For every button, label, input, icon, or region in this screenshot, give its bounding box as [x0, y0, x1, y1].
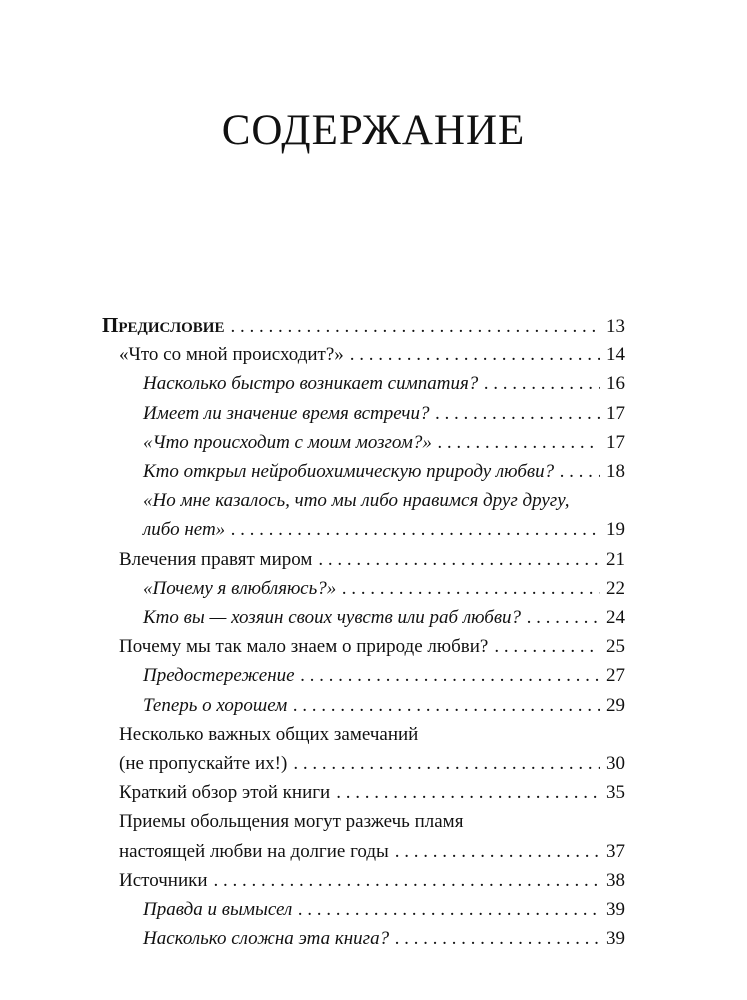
dot-leader: [527, 604, 600, 631]
toc-page-number: 22: [606, 577, 625, 599]
dot-leader: [484, 370, 600, 397]
toc-page-number: 37: [606, 840, 625, 862]
toc-entry[interactable]: [119, 838, 625, 865]
dot-leader: [494, 633, 600, 660]
toc-page-number: 39: [606, 928, 625, 950]
toc-entry-title: Краткий обзор этой книги: [119, 782, 331, 804]
toc-entry-first-line: Приемы обольщения могут разжечь пламя: [119, 811, 464, 833]
toc-entry-title: Почему мы так мало знаем о природе любви?: [119, 636, 489, 658]
toc-page-number: 25: [606, 636, 625, 658]
dot-leader: [435, 400, 600, 427]
toc-page-number: 38: [606, 869, 625, 891]
toc-entry[interactable]: [119, 867, 625, 894]
toc-entry[interactable]: [102, 312, 625, 340]
toc-entry[interactable]: [119, 779, 625, 806]
toc-entry[interactable]: [143, 925, 625, 952]
toc-entry-title: Насколько сложна эта книга?: [143, 928, 390, 950]
toc-entry[interactable]: [143, 516, 625, 543]
toc-entry[interactable]: [143, 662, 625, 689]
toc-entry-title: Кто вы — хозяин своих чувств или раб любви?: [143, 607, 522, 628]
toc-entry-title: (не пропускайте их!): [119, 753, 288, 774]
toc-page-number: 17: [606, 431, 625, 453]
toc-entry[interactable]: [143, 370, 625, 397]
toc-entry[interactable]: [143, 604, 625, 631]
toc-page-number: 16: [606, 373, 625, 395]
toc-entry-title: «Что происходит с моим мозгом?»: [143, 431, 432, 453]
dot-leader: [342, 575, 600, 602]
toc-entry-title: либо нет»: [143, 519, 226, 541]
toc-entry[interactable]: [143, 400, 625, 427]
toc-page-number: 18: [606, 461, 625, 482]
dot-leader: [301, 662, 600, 689]
dot-leader: [214, 867, 600, 894]
toc-entry[interactable]: [143, 429, 625, 456]
dot-leader: [293, 750, 600, 777]
toc-entry-title: Источники: [119, 869, 208, 891]
toc-entry[interactable]: [119, 341, 625, 368]
toc-entry-first-line: «Но мне казалось, что мы либо нравимся друг другу,: [143, 490, 570, 512]
toc-entry[interactable]: [119, 750, 625, 777]
toc-page-number: 21: [606, 548, 625, 570]
dot-leader: [336, 779, 600, 806]
toc-entry[interactable]: [143, 575, 625, 602]
dot-leader: [318, 546, 600, 573]
toc-page-number: 30: [606, 753, 625, 774]
toc-page-number: 24: [606, 607, 625, 628]
toc-entry[interactable]: [143, 896, 625, 923]
toc-entry-title: Влечения правят миром: [119, 548, 313, 570]
toc-page-number: 17: [606, 402, 625, 424]
dot-leader: [560, 458, 600, 485]
toc-entry[interactable]: [143, 692, 625, 719]
dot-leader: [350, 341, 600, 368]
dot-leader: [438, 429, 600, 456]
toc-page-number: 39: [606, 899, 625, 920]
toc-entry-title: «Почему я влюбляюсь?»: [143, 577, 337, 599]
toc-entry-title: Предисловие: [102, 313, 225, 337]
dot-leader: [395, 838, 600, 865]
toc-entry-title: Кто открыл нейробиохимическую природу любви?: [143, 461, 555, 482]
toc-page-number: 19: [606, 519, 625, 541]
toc-entry-title: Предостережение: [143, 665, 295, 687]
toc-page-number: 13: [606, 316, 625, 337]
toc-page-number: 35: [606, 782, 625, 804]
dot-leader: [230, 313, 600, 340]
toc-page-number: 14: [606, 344, 625, 366]
toc-entry[interactable]: [119, 546, 625, 573]
toc-page-number: 27: [606, 665, 625, 687]
page-title: СОДЕРЖАНИЕ: [221, 107, 526, 154]
dot-leader: [293, 692, 600, 719]
toc-entry-title: «Что со мной происходит?»: [119, 344, 344, 366]
toc-entry-first-line: Несколько важных общих замечаний: [119, 723, 419, 745]
toc-page-number: 29: [606, 694, 625, 716]
toc-entry-title: Теперь о хорошем: [143, 694, 288, 716]
toc-entry-title: Насколько быстро возникает симпатия?: [143, 373, 479, 395]
dot-leader: [231, 516, 600, 543]
toc-entry-title: Имеет ли значение время встречи?: [143, 402, 430, 424]
toc-entry-title: настоящей любви на долгие годы: [119, 840, 389, 862]
dot-leader: [395, 925, 600, 952]
dot-leader: [298, 896, 600, 923]
toc-entry[interactable]: [143, 458, 625, 485]
toc-entry[interactable]: [119, 633, 625, 660]
toc-entry-title: Правда и вымысел: [143, 899, 293, 920]
